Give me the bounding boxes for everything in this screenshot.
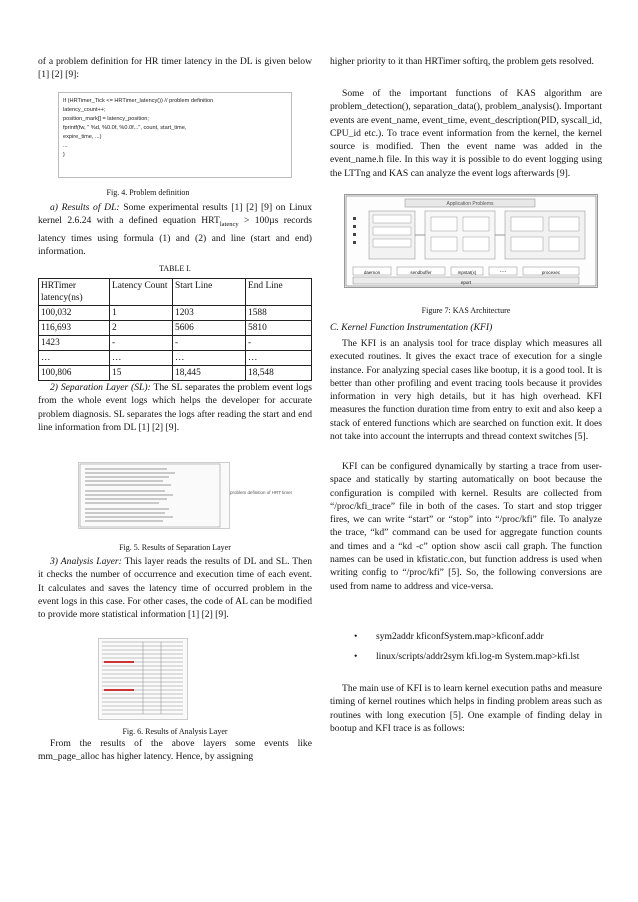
table-header: Latency Count [110,279,173,306]
table-row [39,321,312,336]
right-p3: The KFI is an analysis tool for trace display which measures all executed routines. It gives the exact trace of execution for a single instance. For analyzing special cases like bootup, it is a good tool. It is better than other profiling and event tracing tools because it provides information in very high details, but it has high overhead. KFI measures the function duration time from entry to exit and also keep a stack of entered functions which are searched on function exit. It does not take into account the interrupts and thread context switches [5]. [330,338,602,443]
list-item: • linux/scripts/addr2sym kfi.log-m System.map>kfi.lst [330,650,602,663]
code-line: position_mark[] = latency_position; [63,116,149,122]
table-row [39,351,312,366]
table-cell: - [110,336,173,351]
right-p5: The main use of KFI is to learn kernel execution paths and measure timing of kernel routines which helps in finding problem areas such as routines with long execution [5]. One example of finding delay in bootup and KFI trace is as follows: [330,683,602,734]
results-dl-heading: a) Results of DL: [50,202,120,213]
fig4-code-image [58,92,292,178]
right-p2: Some of the important functions of KAS algorithm are problem_detection(), separation_data(), problem_analysis(). Important events are event_name, event_time, event_description(PID, syscall_id, CPU_id etc.). To trace event information from the kernel, the kernel source is modified. Then the event name was added in the event_name.h file. In this way it is possible to do event logging using the LTTng and KAS can analyze the event logs afterwards [9]. [330,88,603,179]
results-dl-text: Some experimental results [1] [2] [9] on Linux kernel 2.6.24 with a defined equation HRT [38,202,312,227]
table-cell: 5606 [173,321,246,336]
results-dl-paragraph [38,201,312,258]
fig7-bottom-label: eport [460,280,472,285]
fig5-image [78,462,230,529]
table-row [39,306,312,321]
code-line: expire_time, ...) [63,134,102,140]
table-cell: … [110,351,173,366]
fig7-cell: sendbuffer [410,270,432,275]
code-line: ... [63,143,68,149]
table-title: TABLE I. [159,264,191,273]
code-line: If (HRTimer_Tick <= HRTimer_latency()) // problem definition [63,98,214,104]
list-item: • sym2addr kficonfSystem.map>kficonf.addr [330,630,602,643]
intro-text: of a problem definition for HR timer latency in the DL is given below [1] [2] [9]: [38,56,312,81]
table-cell: … [39,351,110,366]
table-cell: 18,548 [246,366,312,381]
conversion-list [330,630,602,671]
code-line: fprintf(fw, " %d, %0.0f, %0.0f...", count, start_time, [63,125,187,131]
table-cell: 1423 [39,336,110,351]
table-cell: … [246,351,312,366]
al-heading: 3) Analysis Layer: [50,556,122,567]
fig7-cell: daemon [363,270,381,275]
al-text: This layer reads the results of DL and SL. Then it checks the number of occurrence and execution time of each event. It calculates and saves the latency time of occurred problem in the event logs in this case. For other cases, the code of AL can be modified to provide more statistical information [1] [2] [9]. [38,556,312,621]
right-p1: higher priority to it than HRTimer softirq, the problem gets resolved. [330,56,594,67]
table-cell: 15 [110,366,173,381]
table-header: HRTimer latency(ns) [39,279,110,306]
table-cell: 100,806 [39,366,110,381]
fig6-table-lines [99,639,187,719]
fig6-image [98,638,188,720]
al-paragraph [38,555,312,621]
right-p4: KFI can be configured dynamically by starting a trace from user-space and statically by starting automatically on boot because the configuration is compiled with kernel. Results are collected from “/proc/kfi_trace” file in both of the cases. To start and stop trigger fires, we can write “start” or “stop” into “/proc/kfi” file. To analyze the trace, “kd” command can be used for aggregate function counts and times and a “kd -c” option show ascii call graph. The function names can be used in kfistatic.con, but function address is used when writing config to “/proc/kfi” [5]. So, the following conversions are used from name to address and vice-versa. [330,461,602,592]
table-header: Start Line [173,279,246,306]
table-cell: 2 [110,321,173,336]
results-table [38,278,312,381]
fig7-caption: Figure 7: KAS Architecture [421,306,511,315]
results-dl-text2: > 100µs records latency times using formula (1) and (2) and line (start and end) information. [38,215,312,257]
fig6-caption: Fig. 6. Results of Analysis Layer [122,727,228,736]
table-cell: - [173,336,246,351]
fig4-caption: Fig. 4. Problem definition [106,188,190,197]
code-line: latency_count++; [63,107,106,113]
table-header: End Line [246,279,312,306]
table-cell: 1588 [246,306,312,321]
table-cell: 116,693 [39,321,110,336]
code-line: } [63,152,65,158]
fig5-log-lines [79,463,229,528]
section-c-heading: C. Kernel Function Instrumentation (KFI) [330,322,493,333]
table-row [39,336,312,351]
fig5-side-note: problem definition of HRT timer [230,490,293,495]
table-cell: 1203 [173,306,246,321]
table-cell: … [173,351,246,366]
table-cell: 5810 [246,321,312,336]
fig7-cell: mpstat(x) [457,270,477,275]
table-cell: - [246,336,312,351]
table-row [39,366,312,381]
table-cell: 100,032 [39,306,110,321]
sl-heading: 2) Separation Layer (SL): [50,382,151,393]
fig7-top-label: Application Problems [446,201,494,207]
results-dl-sub: latency [219,221,239,229]
sl-text: The SL separates the problem event logs from the whole event logs which helps the developer for accurate problem diagnosis. SL separates the logs after reading the start and end line information from DL [1] [2] [9]. [38,382,312,433]
outro-text: From the results of the above layers some events like mm_page_alloc has higher latency. Hence, by assigning [38,738,312,763]
fig7-cell: procexec [541,270,561,275]
fig7-cell: … [499,267,507,274]
table-cell: 18,445 [173,366,246,381]
sl-paragraph [38,381,312,434]
table-header-row [39,279,312,306]
table-cell: 1 [110,306,173,321]
fig7-architecture-image [344,194,598,288]
fig4-code [59,93,291,164]
fig5-caption: Fig. 5. Results of Separation Layer [119,543,231,552]
